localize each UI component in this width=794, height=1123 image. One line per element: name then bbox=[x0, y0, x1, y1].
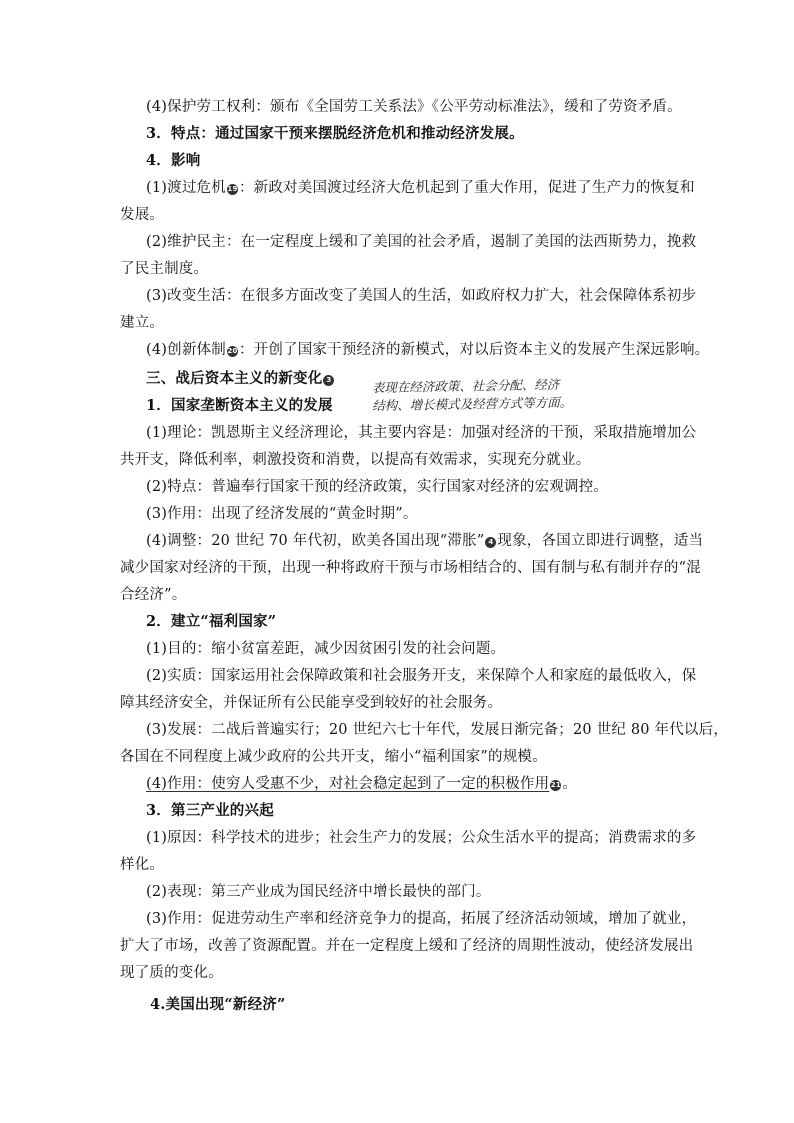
text-line bbox=[146, 178, 695, 198]
text-segment: (4)创新体制 bbox=[146, 342, 226, 358]
section-heading: 4．影响 bbox=[146, 152, 201, 169]
text-line: (2)特点：普遍奉行国家干预的经济政策，实行国家对经济的宏观调控。 bbox=[146, 479, 609, 495]
section-heading: 1．国家垄断资本主义的发展 bbox=[146, 397, 333, 414]
text-line: (2)维护民主：在一定程度上缓和了美国的社会矛盾，遏制了美国的法西斯势力，挽救 bbox=[146, 234, 697, 250]
text-line: (2)表现：第三产业成为国民经济中增长最快的部门。 bbox=[146, 884, 491, 900]
text-line: (3)改变生活：在很多方面改变了美国人的生活，如政府权力扩大，社会保障体系初步 bbox=[146, 288, 697, 304]
text-line: 现了质的变化。 bbox=[120, 965, 223, 981]
handwritten-note-line: 表现在经济政策、社会分配、经济 bbox=[371, 376, 560, 396]
text-line: 建立。 bbox=[120, 315, 165, 331]
handwritten-note-line: 结构、增长模式及经营方式等方面。 bbox=[372, 394, 573, 414]
text-line: (1)理论：凯恩斯主义经济理论，其主要内容是：加强对经济的干预，采取措施增加公 bbox=[146, 425, 697, 441]
text-segment: (1)渡过危机 bbox=[146, 180, 226, 196]
text-line: (4)保护劳工权利：颁布《全国劳工关系法》《公平劳动标准法》，缓和了劳资矛盾。 bbox=[146, 99, 682, 115]
section-title bbox=[146, 369, 376, 389]
handwritten-note bbox=[372, 375, 613, 415]
annotation-mark-icon: 4 bbox=[485, 537, 496, 548]
annotation-mark-icon: 21 bbox=[550, 781, 561, 789]
annotation-mark-icon: 3 bbox=[323, 375, 334, 386]
section-heading: 4.美国出现“新经济” bbox=[150, 996, 286, 1013]
text-line: 减少国家对经济的干预，出现一种将政府干预与市场相结合的、国有制与私有制并存的“混 bbox=[120, 560, 701, 576]
underlined-text: (4)作用：使穷人受惠不少，对社会稳定起到了一定的积极作用 bbox=[146, 776, 550, 792]
text-line: (1)原因：科学技术的进步；社会生产力的发展；公众生活水平的提高；消费需求的多 bbox=[146, 830, 697, 846]
annotation-mark-icon: 19 bbox=[227, 185, 238, 193]
text-line: 障其经济安全，并保证所有公民能享受到较好的社会服务。 bbox=[120, 695, 503, 711]
text-line bbox=[146, 340, 710, 360]
text-segment: ：开创了国家干预经济的新模式，对以后资本主义的发展产生深远影响。 bbox=[238, 342, 710, 358]
text-segment: 现象，各国立即进行调整，适当 bbox=[497, 533, 704, 549]
text-line bbox=[146, 531, 704, 551]
text-line: 样化。 bbox=[120, 857, 165, 873]
text-segment: (4)调整：20 世纪 70 年代初，欧美各国出现“滞胀” bbox=[146, 533, 485, 549]
text-line: 发展。 bbox=[120, 207, 165, 223]
text-line: (3)作用：出现了经济发展的“黄金时期”。 bbox=[146, 506, 418, 522]
section-heading: 3．第三产业的兴起 bbox=[146, 802, 274, 819]
text-line: 合经济”。 bbox=[120, 587, 187, 603]
text-line: (1)目的：缩小贫富差距，减少因贫困引发的社会问题。 bbox=[146, 641, 506, 657]
text-segment: ：新政对美国渡过经济大危机起到了重大作用，促进了生产力的恢复和 bbox=[238, 180, 695, 196]
text-line: 共开支，降低利率，刺激投资和消费，以提高有效需求，实现充分就业。 bbox=[120, 452, 591, 468]
section-title-text: 三、战后资本主义的新变化 bbox=[146, 370, 323, 387]
text-segment: 。 bbox=[562, 776, 578, 792]
text-line: 各国在不同程度上减少政府的公共开支，缩小“福利国家”的规模。 bbox=[120, 749, 547, 765]
section-heading: 2．建立“福利国家” bbox=[146, 613, 277, 630]
text-line: (2)实质：国家运用社会保障政策和社会服务开支，来保障个人和家庭的最低收入，保 bbox=[146, 668, 697, 684]
section-heading: 3．特点：通过国家干预来摆脱经济危机和推动经济发展。 bbox=[146, 125, 524, 142]
text-line: 了民主制度。 bbox=[120, 261, 209, 277]
text-line bbox=[146, 774, 680, 794]
annotation-mark-icon: 20 bbox=[227, 347, 238, 355]
text-line: (3)作用：促进劳动生产率和经济竞争力的提高，拓展了经济活动领域，增加了就业， bbox=[146, 911, 697, 927]
text-line: (3)发展：二战后普遍实行；20 世纪六七十年代，发展日渐完备；20 世纪 80 年代以后， bbox=[146, 722, 729, 738]
text-line: 扩大了市场，改善了资源配置。并在一定程度上缓和了经济的周期性波动，使经济发展出 bbox=[120, 938, 694, 954]
